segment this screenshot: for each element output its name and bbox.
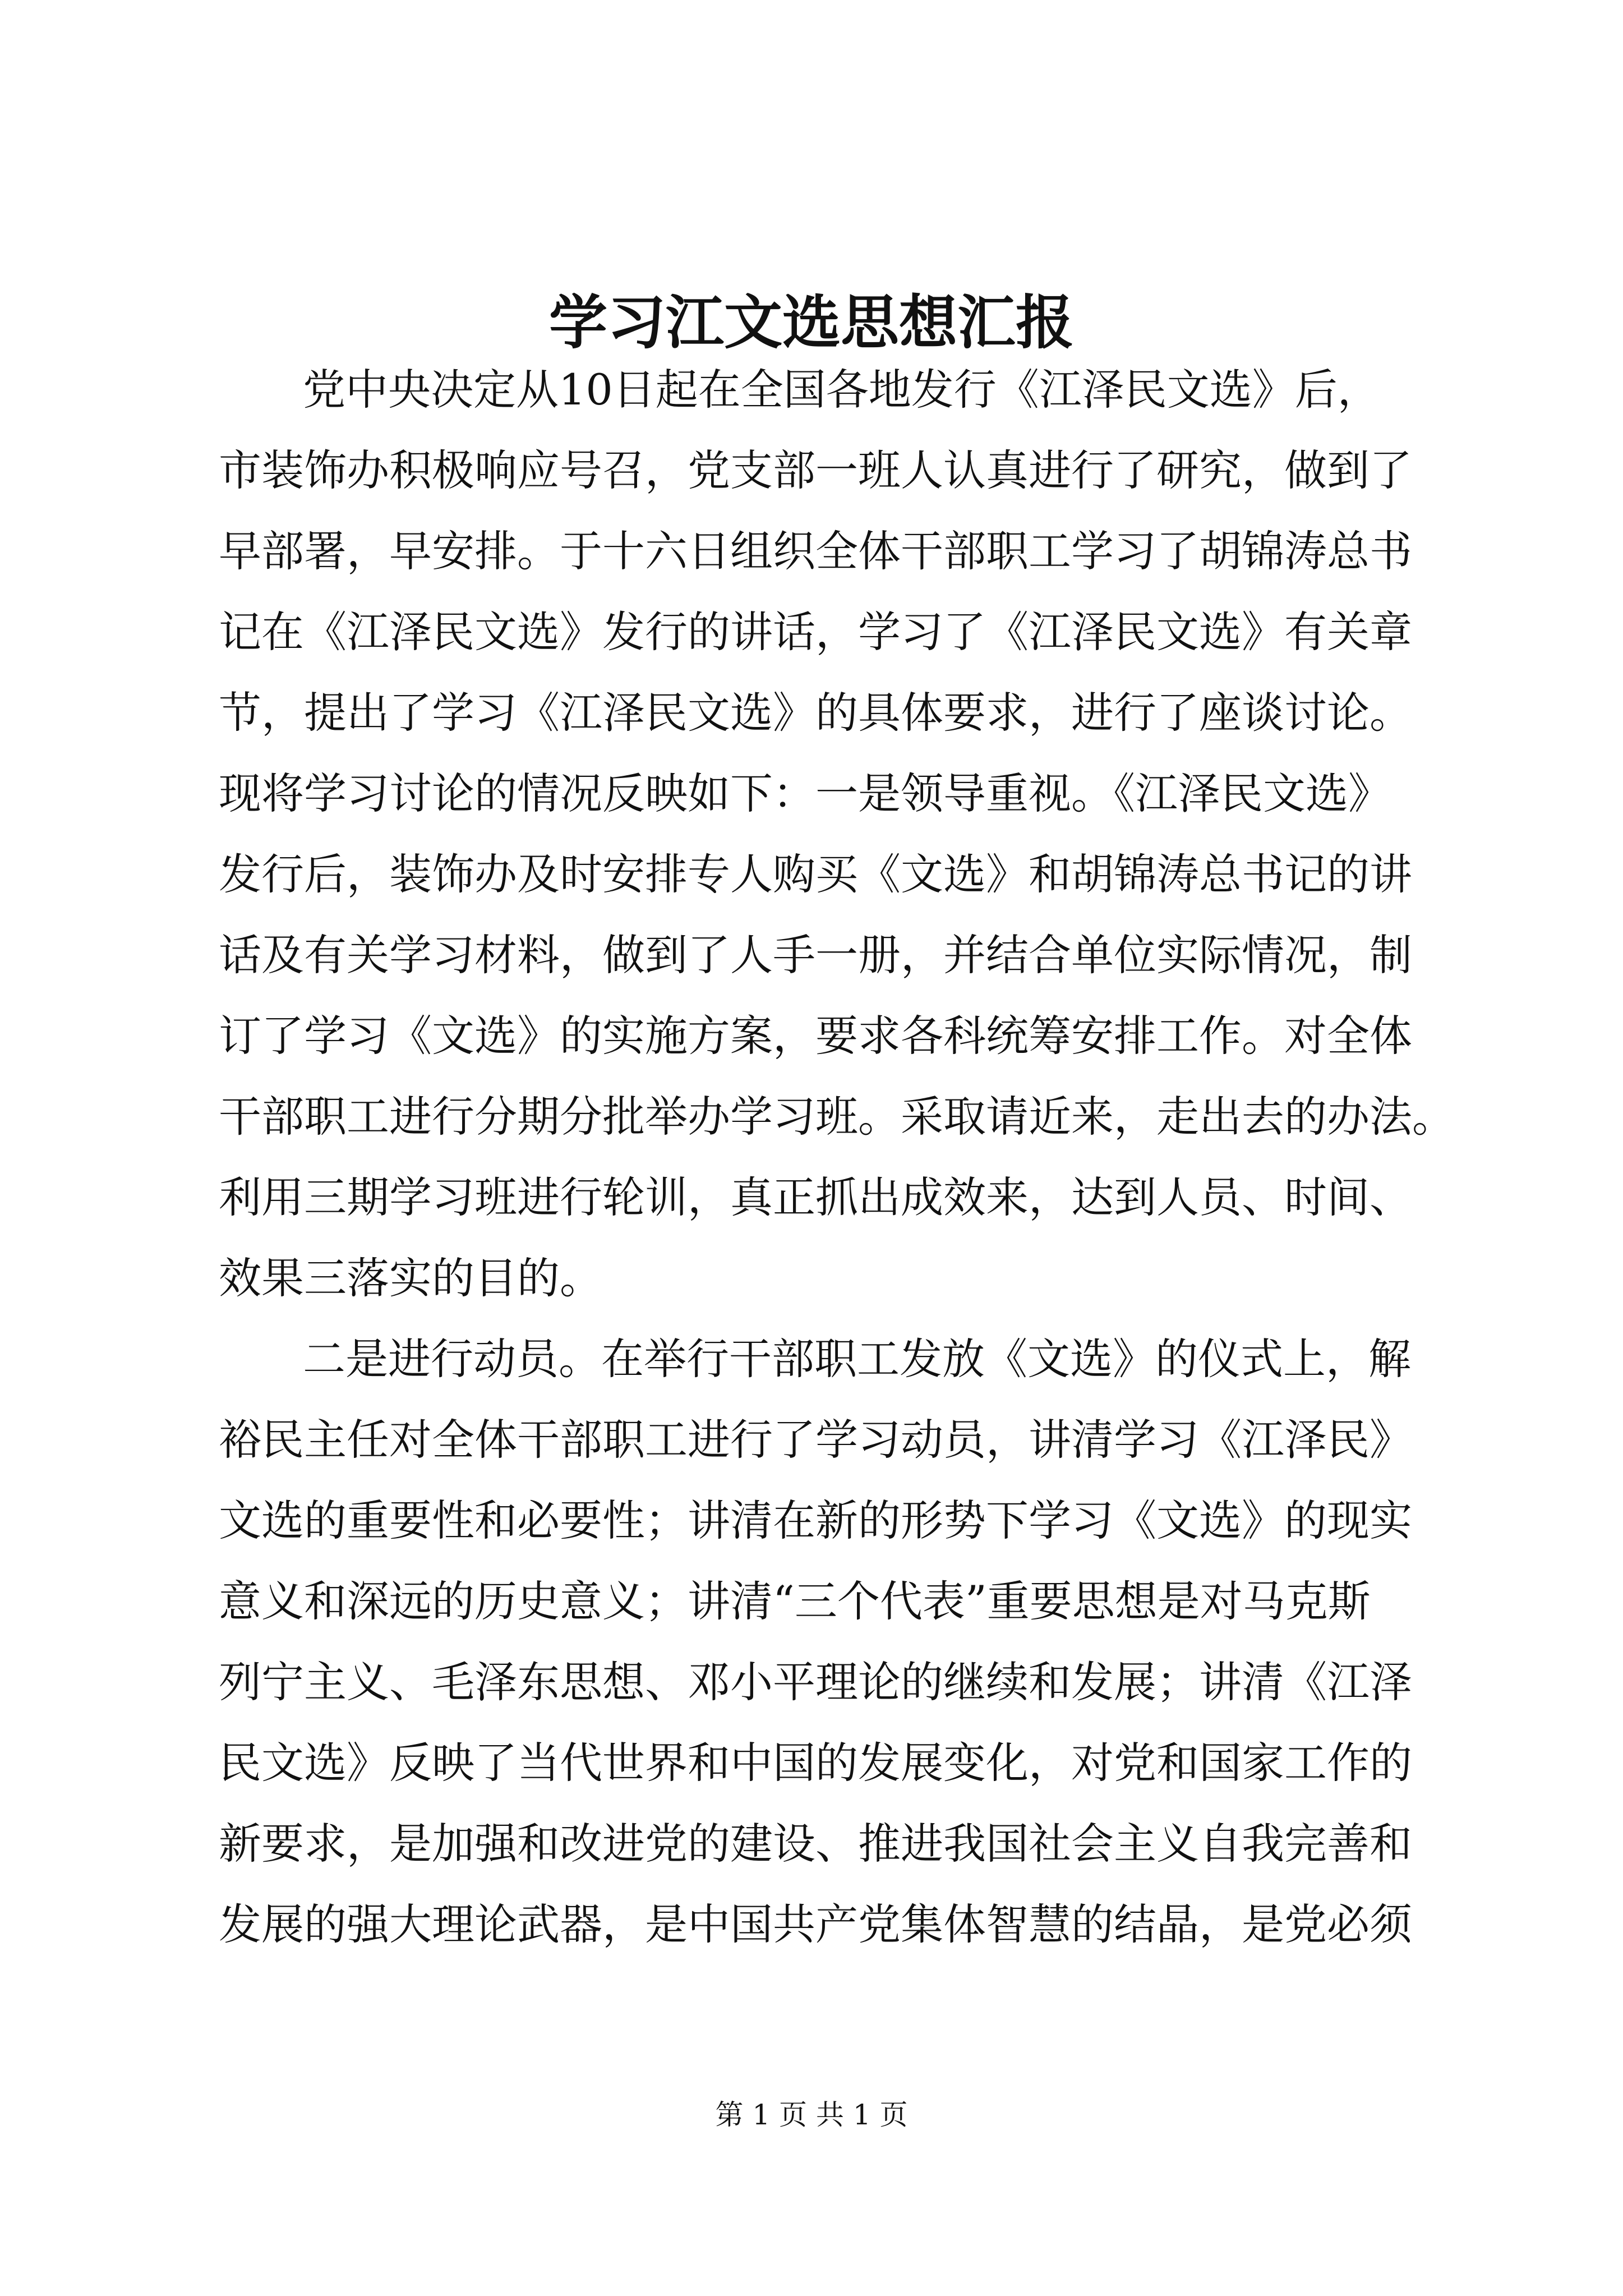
page-number-footer: 第 1 页 共 1 页 bbox=[715, 2099, 908, 2131]
text-line: 民文选》反映了当代世界和中国的发展变化，对党和国家工作的 bbox=[219, 1738, 1412, 1788]
text-line: 意义和深远的历史意义；讲清“三个代表”重要思想是对马克斯 bbox=[219, 1576, 1371, 1626]
text-line: 市装饰办积极响应号召，党支部一班人认真进行了研究，做到了 bbox=[219, 445, 1412, 495]
text-line: 效果三落实的目的。 bbox=[219, 1253, 602, 1303]
text-line: 记在《江泽民文选》发行的讲话，学习了《江泽民文选》有关章 bbox=[219, 607, 1412, 657]
text-line: 话及有关学习材料，做到了人手一册，并结合单位实际情况，制 bbox=[219, 930, 1412, 980]
text-line: 订了学习《文选》的实施方案，要求各科统筹安排工作。对全体 bbox=[219, 1011, 1412, 1061]
text-line: 早部署，早安排。于十六日组织全体干部职工学习了胡锦涛总书 bbox=[219, 526, 1412, 576]
text-line: 文选的重要性和必要性；讲清在新的形势下学习《文选》的现实 bbox=[219, 1496, 1412, 1545]
text-line: 裕民主任对全体干部职工进行了学习动员，讲清学习《江泽民》 bbox=[219, 1415, 1412, 1465]
text-line: 发行后，装饰办及时安排专人购买《文选》和胡锦涛总书记的讲 bbox=[219, 849, 1412, 899]
text-line: 新要求，是加强和改进党的建设、推进我国社会主义自我完善和 bbox=[219, 1819, 1412, 1869]
text-line: 列宁主义、毛泽东思想、邓小平理论的继续和发展；讲清《江泽 bbox=[219, 1657, 1412, 1707]
document-title: 学习江文选思想汇报 bbox=[548, 288, 1074, 357]
text-line: 利用三期学习班进行轮训，真正抓出成效来，达到人员、时间、 bbox=[219, 1172, 1412, 1222]
text-line: 二是进行动员。在举行干部职工发放《文选》的仪式上，解 bbox=[303, 1334, 1411, 1384]
text-line: 发展的强大理论武器，是中国共产党集体智慧的结晶，是党必须 bbox=[219, 1899, 1412, 1949]
text-line: 党中央决定从10日起在全国各地发行《江泽民文选》后， bbox=[303, 365, 1380, 415]
text-line: 干部职工进行分期分批举办学习班。采取请近来，走出去的办法。 bbox=[219, 1092, 1455, 1142]
text-line: 节，提出了学习《江泽民文选》的具体要求，进行了座谈讨论。 bbox=[219, 688, 1412, 738]
text-line: 现将学习讨论的情况反映如下：一是领导重视。《江泽民文选》 bbox=[219, 769, 1391, 818]
